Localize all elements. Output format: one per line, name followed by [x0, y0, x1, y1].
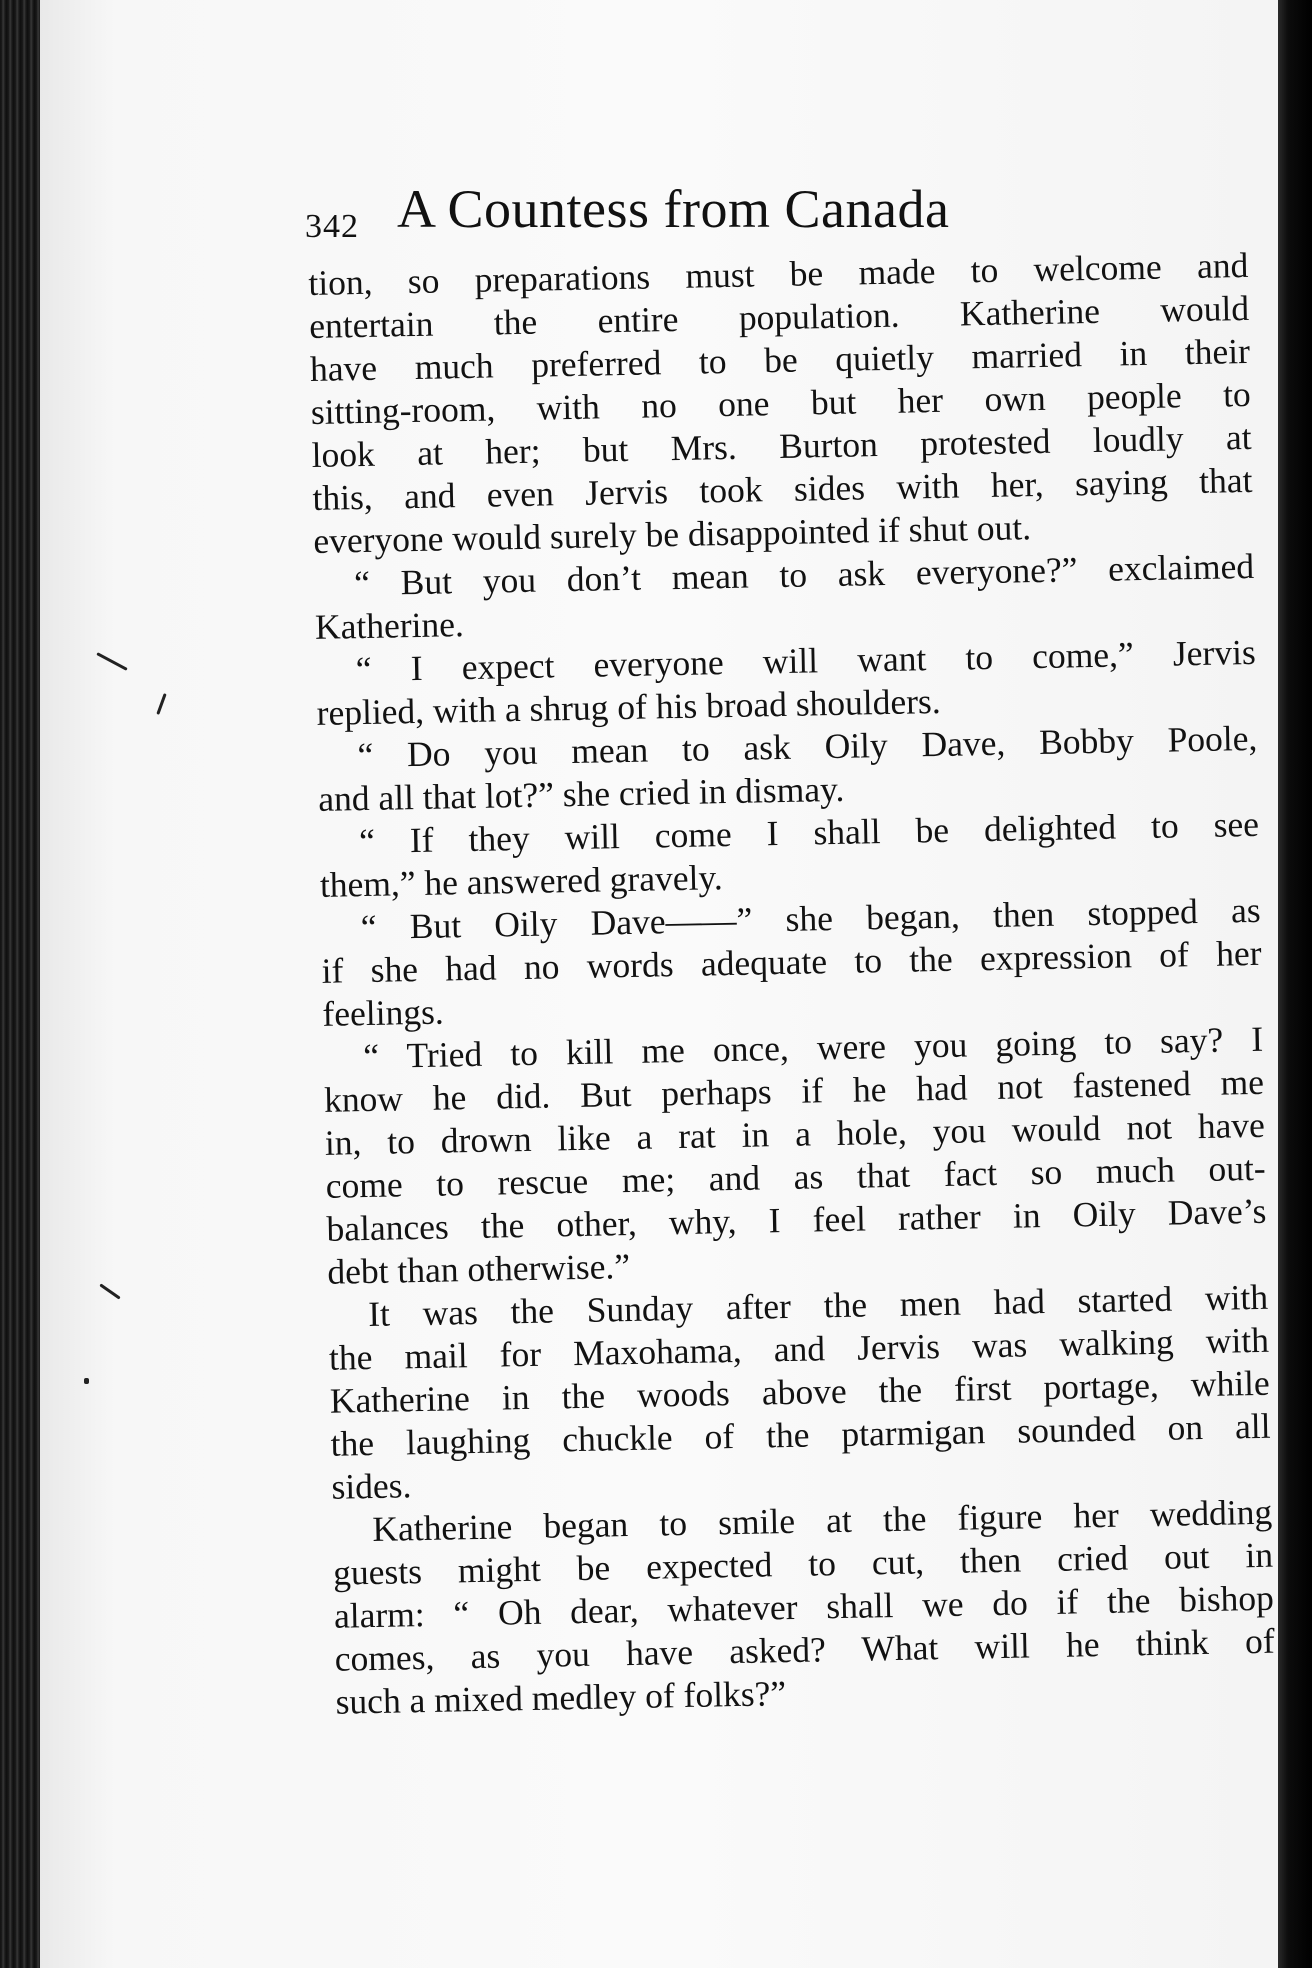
text-line: them,” he answered gravely.: [319, 857, 724, 905]
page-number: 342: [305, 208, 359, 245]
text-line: tion, so preparations must be made to welcome and: [308, 244, 1249, 303]
book-page-edges: [0, 0, 44, 1968]
text-line: “ If they will come I shall be delighted to see: [358, 803, 1260, 862]
text-line: sitting-room, with no one but her own people to: [310, 373, 1252, 432]
text-line: balances the other, why, I feel rather in Oily Dave’s: [326, 1190, 1267, 1249]
text-line: the laughing chuckle of the ptarmigan sounded on all: [330, 1405, 1271, 1464]
text-line: replied, with a shrug of his broad shoulders.: [316, 680, 942, 733]
text-line: such a mixed medley of folks?”: [335, 1673, 787, 1722]
text-line: know he did. But perhaps if he had not fastened me: [323, 1061, 1265, 1120]
body-text: [308, 244, 1276, 1724]
text-line: in, to drown like a rat in a hole, you would not have: [324, 1104, 1266, 1163]
text-line: have much preferred to be quietly married in their: [309, 330, 1251, 389]
text-line: “ Tried to kill me once, were you going to say? I: [362, 1018, 1264, 1077]
text-line: “ Do you mean to ask Oily Dave, Bobby Poole,: [357, 717, 1258, 776]
book-binding-edge: [1278, 0, 1312, 1968]
margin-mark: [96, 652, 127, 671]
text-line: It was the Sunday after the men had started with: [367, 1276, 1269, 1335]
text-line: guests might be expected to cut, then cried out in: [332, 1534, 1274, 1593]
text-line: come to rescue me; and as that fact so much out-: [325, 1147, 1266, 1206]
text-line: alarm: “ Oh dear, whatever shall we do if the bishop: [333, 1577, 1275, 1636]
text-line: “ But Oily Dave——” she began, then stopped as: [360, 889, 1261, 948]
text-line: the mail for Maxohama, and Jervis was walking with: [328, 1319, 1270, 1378]
text-line: if she had no words adequate to the expression of her: [321, 932, 1262, 991]
text-line: “ But you don’t mean to ask everyone?” exclaimed: [353, 545, 1255, 604]
text-line: debt than otherwise.”: [327, 1246, 631, 1292]
text-line: this, and even Jervis took sides with her, saying that: [312, 459, 1253, 518]
text-line: Katherine began to smile at the figure her wedding: [371, 1491, 1273, 1549]
margin-mark: [156, 693, 166, 715]
text-line: Katherine in the woods above the first portage, while: [329, 1362, 1271, 1421]
running-title: A Countess from Canada: [397, 179, 950, 239]
text-line: “ I expect everyone will want to come,” Jervis: [355, 631, 1257, 690]
margin-mark: [99, 1283, 120, 1299]
book-page: [40, 0, 1280, 1968]
text-line: entertain the entire population. Katherine would: [308, 287, 1250, 346]
text-line: feelings.: [322, 991, 445, 1034]
text-line: everyone would surely be disappointed if shut out.: [312, 507, 1032, 561]
margin-mark: [84, 1378, 89, 1384]
text-line: and all that lot?” she cried in dismay.: [317, 768, 845, 819]
text-line: Katherine.: [314, 604, 465, 647]
text-line: comes, as you have asked? What will he think of: [334, 1620, 1276, 1679]
text-line: sides.: [331, 1465, 412, 1507]
text-line: look at her; but Mrs. Burton protested loudly at: [311, 416, 1252, 475]
